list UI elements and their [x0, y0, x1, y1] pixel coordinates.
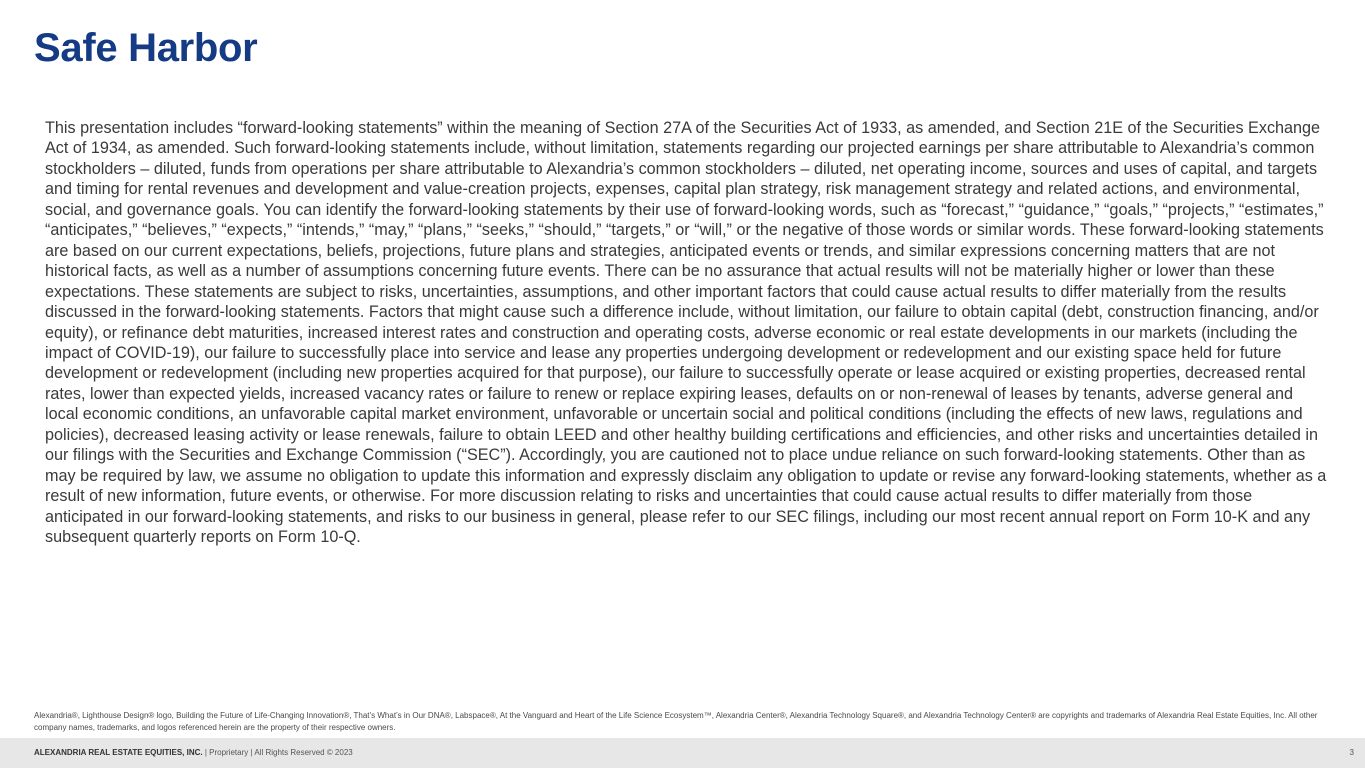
- trademark-disclaimer: Alexandria®, Lighthouse Design® logo, Building the Future of Life-Changing Innovation®, That’s What’s in Our DNA®, Labspace®, At the Vanguard and Heart of the Life Science Ecosystem™, Alexandria Center®, Alexandria Technology Square®, and Alexandria Technology Center® are copyrights and trademarks of Alexandria Real Estate Equities, Inc. All other company names, trademarks, and logos referenced herein are the property of their respective owners.: [34, 711, 1318, 732]
- footer-bar: [0, 738, 1365, 768]
- page-title: Safe Harbor: [34, 26, 258, 70]
- footer-copyright: [34, 747, 353, 759]
- page-number: 3: [1349, 748, 1354, 757]
- footer-company-name: ALEXANDRIA REAL ESTATE EQUITIES, INC.: [34, 748, 203, 757]
- safe-harbor-paragraph: This presentation includes “forward-looking statements” within the meaning of Section 27A of the Securities Act of 1933, as amended, and Section 21E of the Securities Exchange Act of 1934, as amended. Such forward-looking statements include, without limitation, statements regarding our projected earnings per share attributable to Alexandria’s common stockholders – diluted, funds from operations per share attributable to Alexandria’s common stockholders – diluted, net operating income, sources and uses of capital, and targets and timing for rental revenues and development and value-creation projects, expenses, capital plan strategy, risk management strategy and related actions, and environmental, social, and governance goals. You can identify the forward-looking statements by their use of forward-looking words, such as “forecast,” “guidance,” “goals,” “projects,” “estimates,” “anticipates,” “believes,” “expects,” “intends,” “may,” “plans,” “seeks,” “should,” “targets,” or “will,” or the negative of those words or similar words. These forward-looking statements are based on our current expectations, beliefs, projections, future plans and strategies, anticipated events or trends, and similar expressions concerning matters that are not historical facts, as well as a number of assumptions concerning future events. There can be no assurance that actual results will not be materially higher or lower than these expectations. These statements are subject to risks, uncertainties, assumptions, and other important factors that could cause actual results to differ materially from the results discussed in the forward-looking statements. Factors that might cause such a difference include, without limitation, our failure to obtain capital (debt, construction financing, and/or equity), or refinance debt maturities, increased interest rates and construction and operating costs, adverse economic or real estate developments in our markets (including the impact of COVID-19), our failure to successfully place into service and lease any properties undergoing development or redevelopment and our existing space held for future development or redevelopment (including new properties acquired for that purpose), our failure to successfully operate or lease acquired or existing properties, decreased rental rates, lower than expected yields, increased vacancy rates or failure to renew or replace expiring leases, defaults on or non-renewal of leases by tenants, adverse general and local economic conditions, an unfavorable capital market environment, unfavorable or uncertain social and political conditions (including the effects of new laws, regulations and policies), decreased leasing activity or lease renewals, failure to obtain LEED and other healthy building certifications and efficiencies, and other risks and uncertainties detailed in our filings with the Securities and Exchange Commission (“SEC”). Accordingly, you are cautioned not to place undue reliance on such forward-looking statements. Other than as may be required by law, we assume no obligation to update this information and expressly disclaim any obligation to update or revise any forward-looking statements, whether as a result of new information, future events, or otherwise. For more discussion relating to risks and uncertainties that could cause actual results to differ materially from those anticipated in our forward-looking statements, and risks to our business in general, please refer to our SEC filings, including our most recent annual report on Form 10-K and any subsequent quarterly reports on Form 10-Q.: [45, 119, 1327, 547]
- footer-legal-text: | Proprietary | All Rights Reserved © 2023: [202, 748, 353, 757]
